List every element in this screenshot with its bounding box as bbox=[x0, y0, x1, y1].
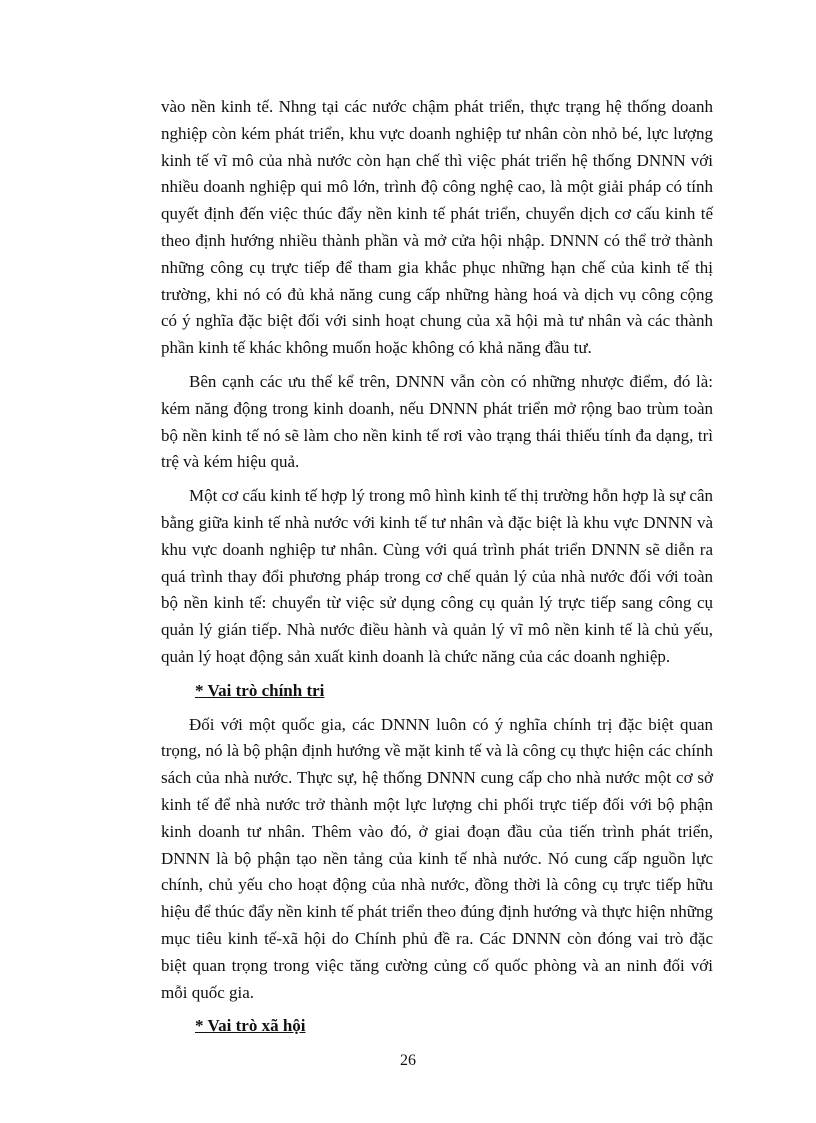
page-number: 26 bbox=[400, 1052, 416, 1069]
heading-political-role: * Vai trò chính tri bbox=[195, 680, 325, 700]
paragraph-weaknesses: Bên cạnh các ưu thế kể trên, DNNN vẫn còn có những nhược điểm, đó là: kém năng động trong kinh doanh, nếu DNNN phát triển mở rộng bao trùm toàn bộ nền kinh tế nó sẽ làm cho nền kinh tế rơi vào trạng thái thiếu tính đa dạng, trì trệ và kém hiệu quả. bbox=[161, 371, 713, 472]
paragraph-economic-role-continued: vào nền kinh tế. Nhng tại các nước chậm phát triển, thực trạng hệ thống doanh nghiệp còn kém phát triển, khu vực doanh nghiệp tư nhân còn nhỏ bé, lực lượng kinh tế vĩ mô của nhà nước còn hạn chế thì việc phát triển hệ thống DNNN với nhiều doanh nghiệp qui mô lớn, trình độ công nghệ cao, là một giải pháp có tính quyết định đến việc thúc đẩy nền kinh tế phát triển, chuyển dịch cơ cấu kinh tế theo định hướng nhiều thành phần và mở cửa hội nhập. DNNN có thể trở thành những công cụ trực tiếp để tham gia khắc phục những hạn chế của kinh tế thị trường, khi nó có đủ khả năng cung cấp những hàng hoá và dịch vụ công cộng có ý nghĩa đặc biệt đối với sinh hoạt chung của xã hội mà tư nhân và các thành phần kinh tế khác không muốn hoặc không có khả năng đầu tư. bbox=[161, 97, 713, 358]
paragraph-political-role: Đối với một quốc gia, các DNNN luôn có ý nghĩa chính trị đặc biệt quan trọng, nó là bộ phận định hướng về mặt kinh tế và là công cụ thực hiện các chính sách của nhà nước. Thực sự, hệ thống DNNN cung cấp cho nhà nước một cơ sở kinh tế để nhà nước trở thành một lực lượng chi phối trực tiếp đối với bộ phận kinh doanh tư nhân. Thêm vào đó, ở giai đoạn đầu của tiến trình phát triển, DNNN là bộ phận tạo nền tảng của kinh tế nhà nước. Nó cung cấp nguồn lực chính, chủ yếu cho hoạt động của nhà nước, đồng thời là công cụ trực tiếp hữu hiệu để thúc đẩy nền kinh tế phát triển theo đúng định hướng và thực hiện những mục tiêu kinh tế-xã hội do Chính phủ đề ra. Các DNNN còn đóng vai trò đặc biệt quan trọng trong việc tăng cường củng cố quốc phòng và an ninh đối với mỗi quốc gia. bbox=[161, 714, 713, 1002]
document-page bbox=[161, 94, 713, 1047]
paragraph-economic-structure: Một cơ cấu kinh tế hợp lý trong mô hình kinh tế thị trường hỗn hợp là sự cân bằng giữa kinh tế nhà nước với kinh tế tư nhân và đặc biệt là khu vực DNNN và khu vực doanh nghiệp tư nhân. Cùng với quá trình phát triển DNNN sẽ diễn ra quá trình thay đổi phương pháp trong cơ chế quản lý của nhà nước đối với toàn bộ nền kinh tế: chuyển từ việc sử dụng công cụ quản lý trực tiếp sang công cụ quản lý gián tiếp. Nhà nước điều hành và quản lý vĩ mô nền kinh tế là chủ yếu, quản lý hoạt động sản xuất kinh doanh là chức năng của các doanh nghiệp. bbox=[161, 486, 713, 666]
heading-social-role: * Vai trò xã hội bbox=[195, 1016, 306, 1036]
